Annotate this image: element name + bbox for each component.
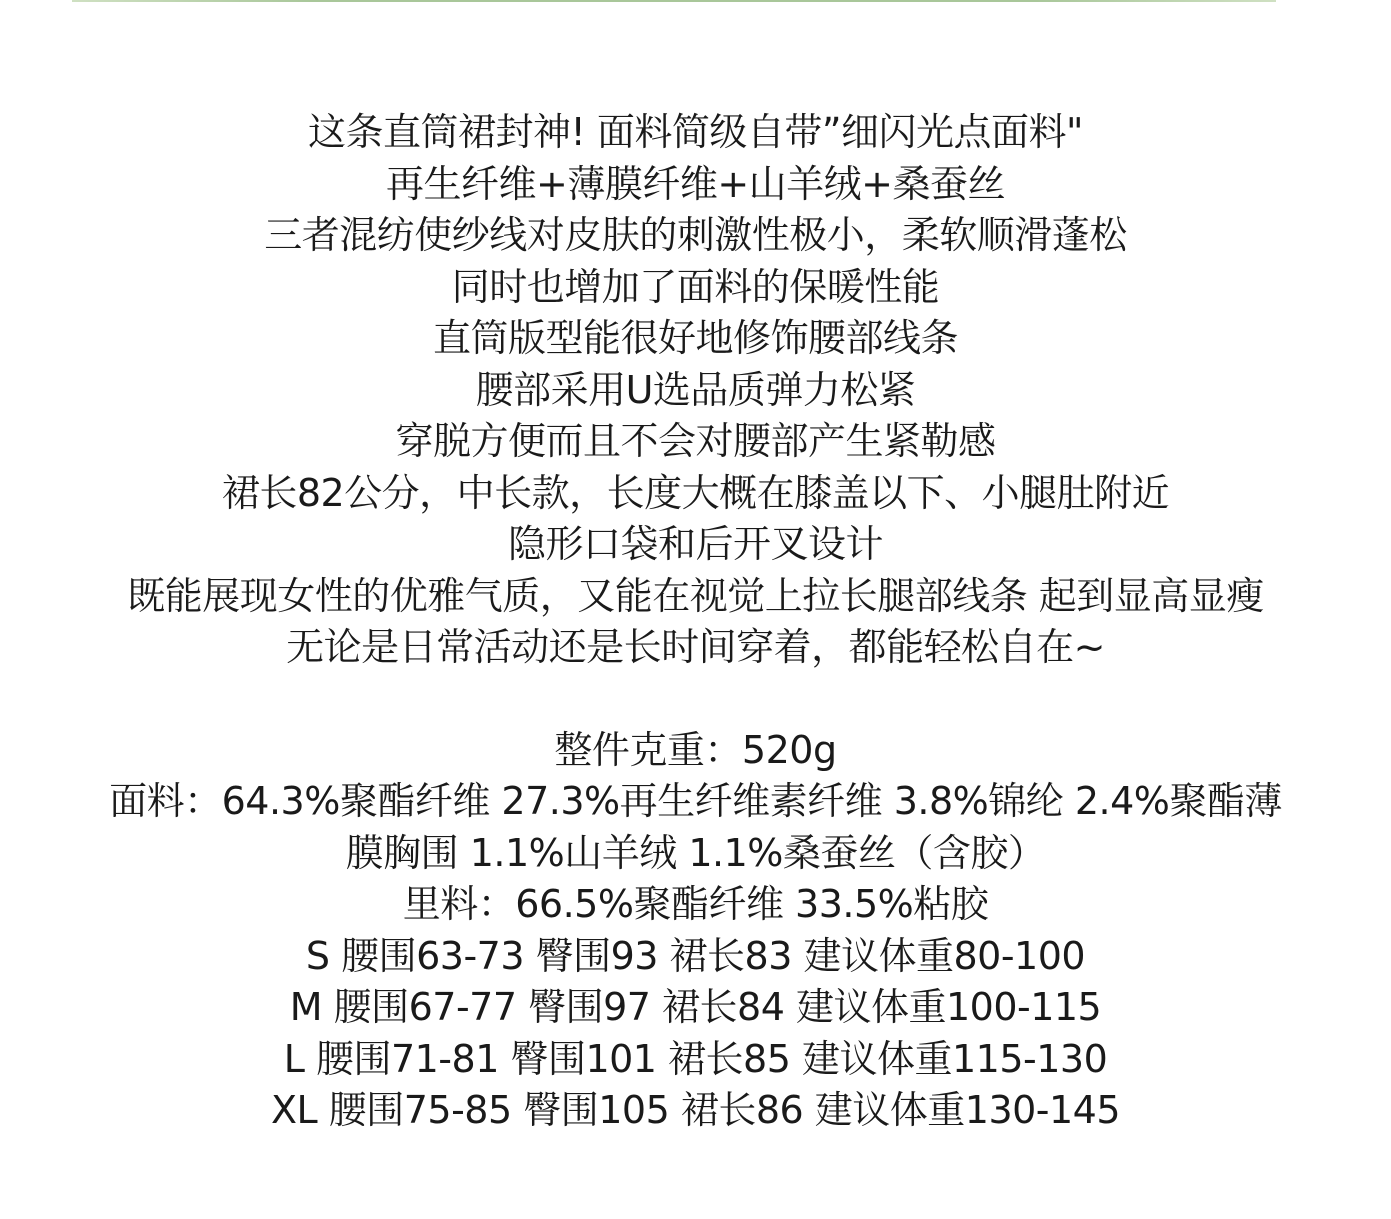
weight-line: 整件克重：520g <box>554 727 837 772</box>
size-row-m: M 腰围67-77 臀围97 裙长84 建议体重100-115 <box>289 985 1102 1029</box>
description-line: 既能展现女性的优雅气质，又能在视觉上拉长腿部线条 起到显高显瘦 <box>127 573 1264 618</box>
fabric-composition-line: 面料：64.3%聚酯纤维 27.3%再生纤维素纤维 3.8%锦纶 2.4%聚酯薄 <box>109 779 1282 823</box>
section-gap <box>0 674 1391 725</box>
description-line: 无论是日常活动还是长时间穿着，都能轻松自在~ <box>286 625 1105 669</box>
description-line: 裙长82公分，中长款，长度大概在膝盖以下、小腿肚附近 <box>221 470 1170 515</box>
product-description <box>0 107 1391 1137</box>
description-line: 穿脱方便而且不会对腰部产生紧勒感 <box>395 419 996 463</box>
description-line: 腰部采用U选品质弹力松紧 <box>475 367 916 412</box>
size-row-l: L 腰围71-81 臀围101 裙长85 建议体重115-130 <box>283 1036 1108 1081</box>
description-line: 直筒版型能很好地修饰腰部线条 <box>432 316 958 360</box>
size-row-xl: XL 腰围75-85 臀围105 裙长86 建议体重130-145 <box>270 1088 1121 1132</box>
top-divider <box>72 0 1276 2</box>
size-row-s: S 腰围63-73 臀围93 裙长83 建议体重80-100 <box>305 933 1086 978</box>
description-line: 同时也增加了面料的保暖性能 <box>451 264 940 309</box>
fabric-composition-line: 膜胸围 1.1%山羊绒 1.1%桑蚕丝（含胶） <box>345 830 1046 875</box>
description-line: 再生纤维+薄膜纤维+山羊绒+桑蚕丝 <box>385 161 1006 206</box>
description-line: 三者混纺使纱线对皮肤的刺激性极小，柔软顺滑蓬松 <box>264 213 1127 257</box>
lining-composition-line: 里料：66.5%聚酯纤维 33.5%粘胶 <box>402 882 989 926</box>
description-line: 这条直筒裙封神! 面料简级自带”细闪光点面料" <box>308 110 1083 154</box>
description-line: 隐形口袋和后开叉设计 <box>507 522 883 566</box>
